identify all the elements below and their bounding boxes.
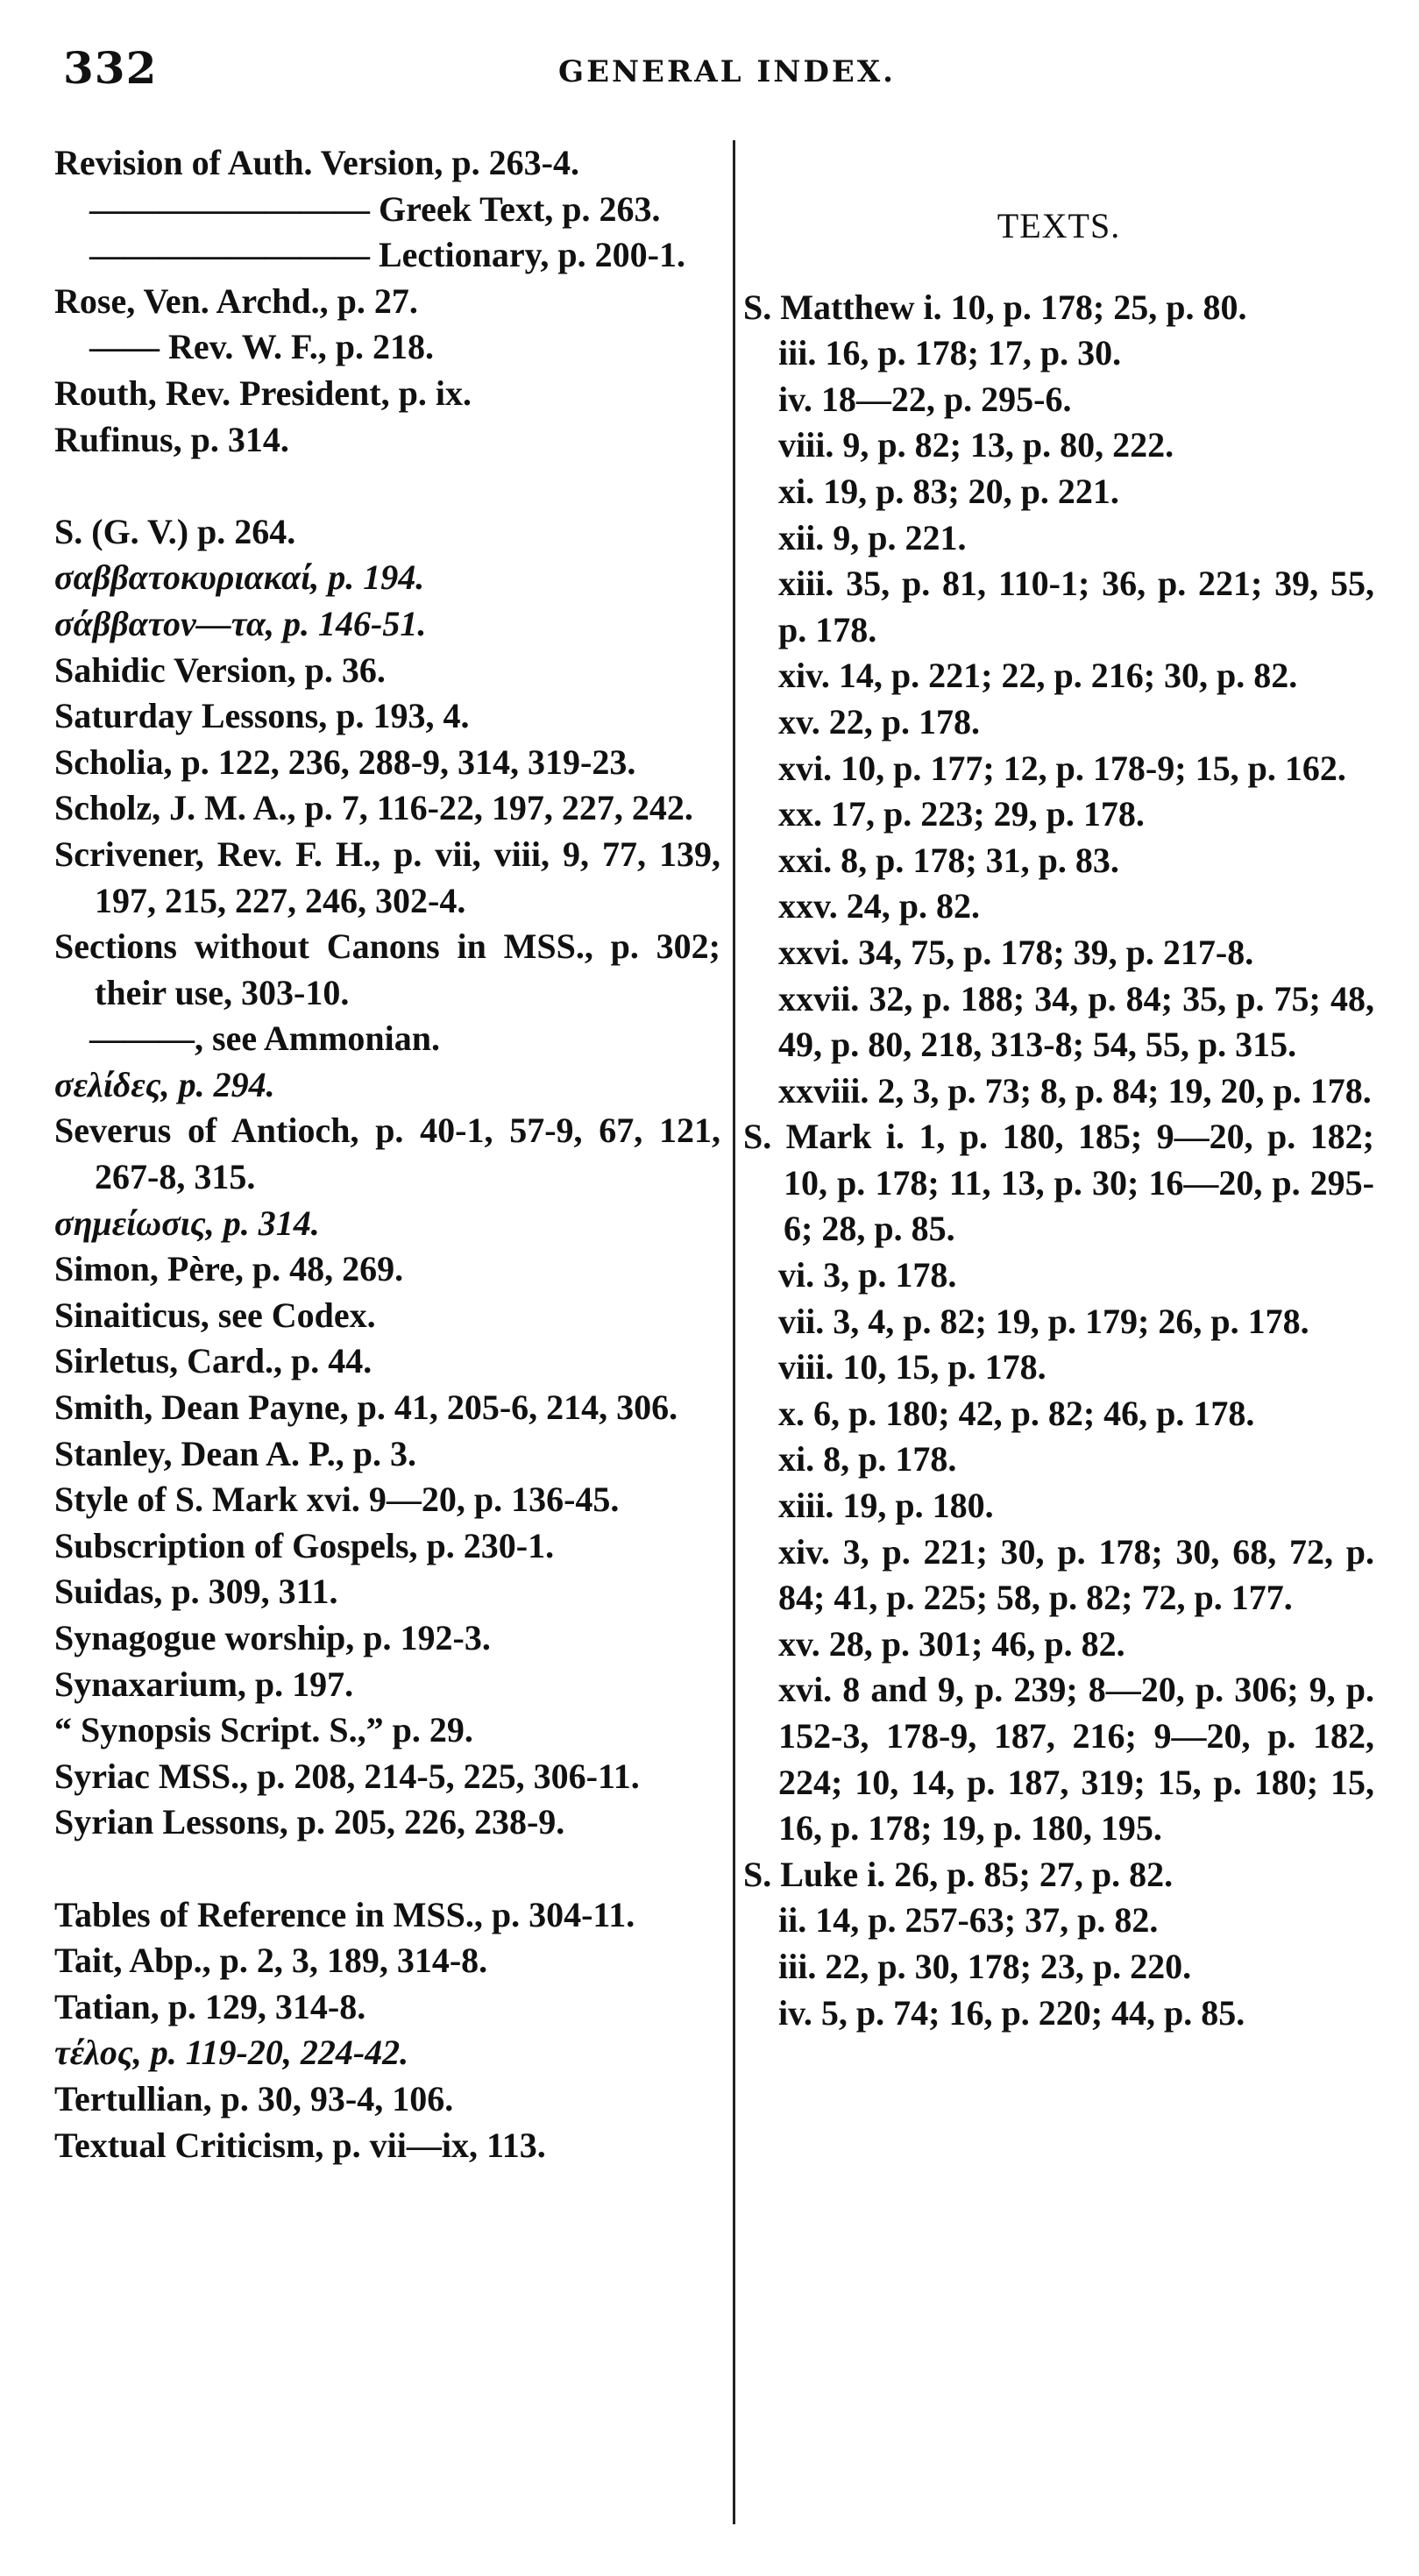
- index-entry: Revision of Auth. Version, p. 263-4.: [54, 143, 579, 182]
- index-entry: Severus of Antioch, p. 40-1, 57-9, 67, 121, 267-8, 315.: [54, 1111, 720, 1197]
- index-entry: Sections without Canons in MSS., p. 302; their use, 303-10.: [54, 926, 720, 1012]
- text-entry: x. 6, p. 180; 42, p. 82; 46, p. 178.: [778, 1393, 1255, 1433]
- text-entry: iii. 16, p. 178; 17, p. 30.: [778, 333, 1122, 373]
- text-entry: xiv. 3, p. 221; 30, p. 178; 30, 68, 72, p. 84; 41, p. 225; 58, p. 82; 72, p. 177.: [778, 1531, 1374, 1618]
- text-entry: xvi. 8 and 9, p. 239; 8—20, p. 306; 9, p. 152-3, 178-9, 187, 216; 9—20, p. 182, 224; 10, 14, p. 187, 319; 15, p. 180; 15, 16, p. 178; 19, p. 180, 195.: [778, 1670, 1374, 1849]
- text-entry: S. Mark i. 1, p. 180, 185; 9—20, p. 182; 10, p. 178; 11, 13, p. 30; 16—20, p. 295-6; 28, p. 85.: [743, 1117, 1374, 1249]
- text-entry: xxv. 24, p. 82.: [778, 886, 981, 926]
- index-entry: ———————— Greek Text, p. 263.: [89, 188, 661, 229]
- column-divider: [733, 140, 735, 2524]
- index-entry: Synaxarium, p. 197.: [54, 1664, 354, 1704]
- index-entry: Sinaiticus, see Codex.: [54, 1295, 376, 1335]
- index-entry: “ Synopsis Script. S.,” p. 29.: [54, 1710, 473, 1750]
- right-column: [743, 140, 1374, 2036]
- left-column: [54, 140, 720, 2168]
- index-entry: Saturday Lessons, p. 193, 4.: [54, 696, 470, 736]
- text-entry: xi. 8, p. 178.: [778, 1439, 957, 1480]
- index-entry: Tertullian, p. 30, 93-4, 106.: [54, 2078, 454, 2118]
- section-title: TEXTS.: [997, 206, 1121, 245]
- index-group-r: [54, 140, 720, 463]
- index-entry: Sahidic Version, p. 36.: [54, 649, 386, 690]
- index-entry: Routh, Rev. President, p. ix.: [54, 373, 472, 413]
- text-entry: vii. 3, 4, p. 82; 19, p. 179; 26, p. 178.: [778, 1301, 1309, 1341]
- index-entry: Tatian, p. 129, 314-8.: [54, 1986, 366, 2026]
- index-entry: Syriac MSS., p. 208, 214-5, 225, 306-11.: [54, 1756, 640, 1796]
- index-entry: Tables of Reference in MSS., p. 304-11.: [54, 1894, 635, 1934]
- index-entry: Smith, Dean Payne, p. 41, 205-6, 214, 306.: [54, 1387, 678, 1428]
- index-entry: Tait, Abp., p. 2, 3, 189, 314-8.: [54, 1941, 488, 1981]
- text-entry: xv. 22, p. 178.: [778, 701, 981, 742]
- index-entry: σάββατον—τα, p. 146-51.: [54, 603, 427, 643]
- text-entry: xiv. 14, p. 221; 22, p. 216; 30, p. 82.: [778, 656, 1298, 696]
- texts-mark: [743, 1114, 1374, 1852]
- text-entry: xxvii. 32, p. 188; 34, p. 84; 35, p. 75; 48, 49, p. 80, 218, 313-8; 54, 55, p. 315.: [778, 978, 1374, 1065]
- index-group-s: [54, 509, 720, 1846]
- text-entry: xii. 9, p. 221.: [778, 517, 967, 557]
- index-entry: Synagogue worship, p. 192-3.: [54, 1618, 491, 1657]
- index-entry: σημείωσις, p. 314.: [54, 1203, 320, 1243]
- index-entry: Stanley, Dean A. P., p. 3.: [54, 1433, 417, 1473]
- index-entry: Textual Criticism, p. vii—ix, 113.: [54, 2125, 546, 2165]
- text-entry: vi. 3, p. 178.: [778, 1255, 957, 1295]
- running-head: GENERAL INDEX.: [558, 54, 896, 89]
- text-entry: xiii. 35, p. 81, 110-1; 36, p. 221; 39, 55, p. 178.: [778, 564, 1374, 649]
- text-entry: xvi. 10, p. 177; 12, p. 178-9; 15, p. 162.: [778, 748, 1346, 788]
- index-entry: ———, see Ammonian.: [89, 1018, 440, 1059]
- index-entry: Simon, Père, p. 48, 269.: [54, 1249, 404, 1289]
- text-entry: xiii. 19, p. 180.: [778, 1486, 994, 1526]
- index-entry: Subscription of Gospels, p. 230-1.: [54, 1525, 555, 1565]
- index-entry: Scholia, p. 122, 236, 288-9, 314, 319-23.: [54, 742, 636, 782]
- index-entry: Rufinus, p. 314.: [54, 419, 289, 459]
- index-entry: ———————— Lectionary, p. 200-1.: [89, 235, 685, 275]
- index-entry: Scholz, J. M. A., p. 7, 116-22, 197, 227, 242.: [54, 788, 693, 828]
- page-number: 332: [63, 42, 158, 94]
- index-entry: Syrian Lessons, p. 205, 226, 238-9.: [54, 1802, 565, 1842]
- index-entry: —— Rev. W. F., p. 218.: [89, 327, 435, 367]
- text-entry: S. Luke i. 26, p. 85; 27, p. 82.: [743, 1854, 1174, 1894]
- index-entry: σαββατοκυριακαί, p. 194.: [54, 557, 425, 598]
- index-group-t: [54, 1892, 720, 2169]
- group-spacer: [54, 463, 720, 509]
- text-entry: xxvi. 34, 75, p. 178; 39, p. 217-8.: [778, 932, 1254, 972]
- index-entry: Rose, Ven. Archd., p. 27.: [54, 280, 418, 321]
- index-entry: Scrivener, Rev. F. H., p. vii, viii, 9, 77, 139, 197, 215, 227, 246, 302-4.: [54, 834, 720, 920]
- text-entry: S. Matthew i. 10, p. 178; 25, p. 80.: [743, 287, 1247, 327]
- index-entry: Style of S. Mark xvi. 9—20, p. 136-45.: [54, 1480, 620, 1520]
- text-entry: iv. 18—22, p. 295-6.: [778, 379, 1072, 419]
- text-entry: ii. 14, p. 257-63; 37, p. 82.: [778, 1900, 1159, 1941]
- index-entry: S. (G. V.) p. 264.: [54, 511, 296, 551]
- index-entry: Suidas, p. 309, 311.: [54, 1572, 338, 1612]
- text-entry: iv. 5, p. 74; 16, p. 220; 44, p. 85.: [778, 1992, 1245, 2033]
- text-entry: xi. 19, p. 83; 20, p. 221.: [778, 471, 1119, 511]
- text-entry: xv. 28, p. 301; 46, p. 82.: [778, 1623, 1125, 1664]
- text-entry: xx. 17, p. 223; 29, p. 178.: [778, 794, 1145, 834]
- text-entry: viii. 10, 15, p. 178.: [778, 1347, 1047, 1387]
- text-entry: viii. 9, p. 82; 13, p. 80, 222.: [778, 425, 1174, 465]
- text-entry: iii. 22, p. 30, 178; 23, p. 220.: [778, 1946, 1192, 1986]
- index-entry: σελίδες, p. 294.: [54, 1064, 275, 1104]
- texts-matthew: [743, 285, 1374, 1115]
- text-entry: xxviii. 2, 3, p. 73; 8, p. 84; 19, 20, p. 178.: [778, 1070, 1372, 1111]
- group-spacer: [54, 1846, 720, 1892]
- texts-luke: [743, 1852, 1374, 2036]
- index-entry: τέλος, p. 119-20, 224-42.: [54, 2033, 409, 2073]
- index-entry: Sirletus, Card., p. 44.: [54, 1341, 372, 1381]
- text-entry: xxi. 8, p. 178; 31, p. 83.: [778, 840, 1119, 880]
